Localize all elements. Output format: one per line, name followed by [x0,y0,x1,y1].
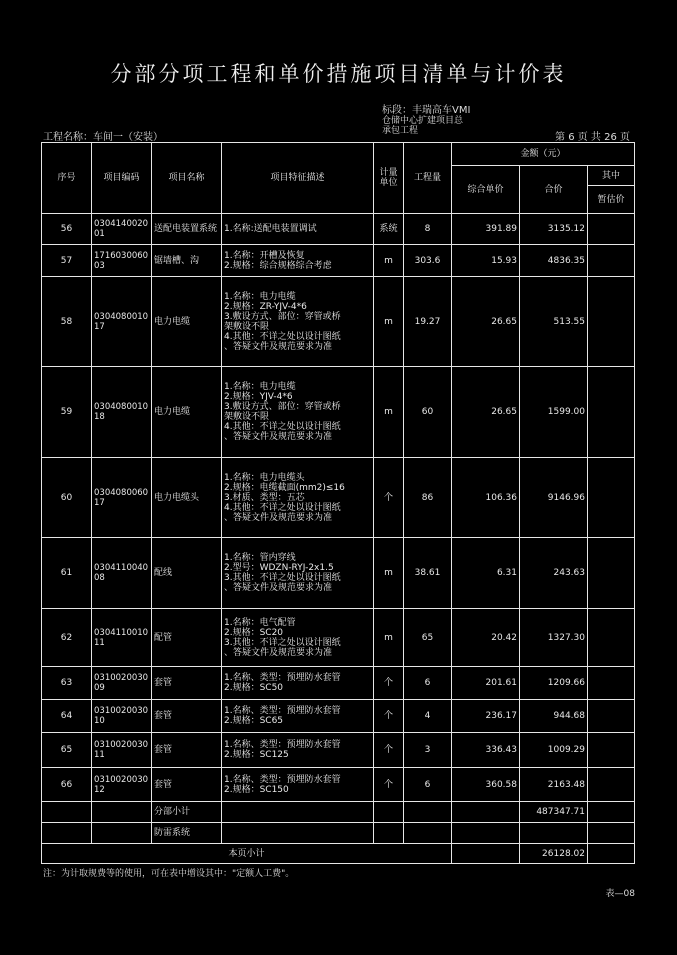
subtotal-row [42,802,635,823]
feature-line: 4.其他：不详之处以设计图纸 [224,422,341,432]
cell-total: 1209.66 [520,667,588,700]
feature-line: 3.敷设方式、部位：穿管或桥 [224,311,341,322]
header-qty: 工程量 [404,143,452,214]
cell-name: 电力电缆 [152,367,222,458]
cell-unit-price: 106.36 [452,458,520,538]
table-row [42,538,635,609]
pricing-table [41,142,635,864]
header-provisional: 暂估价 [588,186,635,214]
cell-code: 171603006003 [92,245,152,277]
feature-line: 1.名称：电力电缆头 [224,472,305,483]
cell-unit: m [374,277,404,367]
cell-features [222,245,374,277]
table-row [42,733,635,768]
cell-unit-price: 236.17 [452,700,520,733]
feature-line: 、答疑文件及规范要求为准 [224,583,333,593]
feature-line: 2.规格：YJV-4*6 [224,392,293,402]
cell-qty: 6 [404,768,452,802]
cell-code: 031002003009 [92,667,152,700]
cell-total: 9146.96 [520,458,588,538]
cell-features [222,609,374,667]
cell-features [222,458,374,538]
lightning-label: 防雷系统 [152,823,222,844]
cell-provisional [588,700,635,733]
table-row [42,458,635,538]
cell-name: 锯墙槽、沟 [152,245,222,277]
cell-unit-price: 360.58 [452,768,520,802]
cell-seq: 65 [42,733,92,768]
cell-seq: 64 [42,700,92,733]
header-unit-price: 综合单价 [452,166,520,214]
feature-line: 架敷设不限 [224,321,270,332]
cell-features [222,768,374,802]
cell-unit: 个 [374,768,404,802]
cell-qty: 86 [404,458,452,538]
table-row [42,667,635,700]
cell-unit: 个 [374,700,404,733]
cell-seq: 58 [42,277,92,367]
page-info: 第 6 页 共 26 页 [555,132,630,143]
feature-line: 1.名称、类型：预埋防水套管 [224,740,341,750]
cell-features [222,733,374,768]
cell-unit: 个 [374,733,404,768]
project-line: 仓储中心扩建项目总 [382,116,464,126]
cell-seq: 57 [42,245,92,277]
cell-name: 送配电装置系统 [152,214,222,245]
table-row [42,609,635,667]
feature-line: 4.其他：不详之处以设计图纸 [224,502,341,513]
project-line: 标段：丰瑞高车VMI [382,105,471,116]
cell-code: 031002003010 [92,700,152,733]
header-unit: 计量单位 [374,143,404,214]
table-row [42,768,635,802]
feature-line: 3.材质、类型：五芯 [224,492,305,503]
cell-code: 030408006017 [92,458,152,538]
cell-features [222,277,374,367]
cell-name: 套管 [152,667,222,700]
cell-unit: 个 [374,458,404,538]
cell-seq: 63 [42,667,92,700]
feature-line: 1.名称、类型：预埋防水套管 [224,673,341,683]
cell-total: 3135.12 [520,214,588,245]
cell-unit-price: 26.65 [452,367,520,458]
footnote: 注：为计取规费等的使用，可在表中增设其中："定额人工费"。 [43,869,295,879]
cell-qty: 4 [404,700,452,733]
feature-line: 1.名称：电力电缆 [224,382,296,392]
subtotal-value: 487347.71 [520,802,588,823]
feature-line: 2.规格：SC65 [224,716,284,726]
cell-total: 2163.48 [520,768,588,802]
cell-code: 031002003011 [92,733,152,768]
feature-line: 、答疑文件及规范要求为准 [224,647,333,658]
feature-line: 2.规格：SC20 [224,627,284,638]
feature-line: 1.名称、类型：预埋防水套管 [224,706,341,716]
header-features: 项目特征描述 [222,143,374,214]
feature-line: 2.型号：WDZN-RYJ-2x1.5 [224,563,334,573]
cell-unit-price: 336.43 [452,733,520,768]
cell-unit-price: 201.61 [452,667,520,700]
cell-qty: 3 [404,733,452,768]
page-total-label: 本页小计 [42,844,452,864]
cell-name: 电力电缆 [152,277,222,367]
cell-total: 243.63 [520,538,588,609]
page-total-value: 26128.02 [520,844,588,864]
cell-qty: 303.6 [404,245,452,277]
cell-provisional [588,609,635,667]
subtotal-label: 分部小计 [152,802,222,823]
cell-qty: 19.27 [404,277,452,367]
feature-line: 1.名称：开槽及恢复 [224,250,305,261]
cell-seq: 61 [42,538,92,609]
feature-line: 、答疑文件及规范要求为准 [224,432,333,442]
cell-code: 031002003012 [92,768,152,802]
cell-qty: 38.61 [404,538,452,609]
feature-line: 、答疑文件及规范要求为准 [224,512,333,523]
page-code: 表—08 [605,889,635,899]
header-total: 合价 [520,166,588,214]
cell-provisional [588,245,635,277]
cell-seq: 59 [42,367,92,458]
feature-line: 1.名称、类型：预埋防水套管 [224,774,341,785]
cell-total: 944.68 [520,700,588,733]
feature-line: 1.名称:送配电装置调试 [224,224,317,234]
cell-code: 030408001018 [92,367,152,458]
feature-line: 3.其他：不详之处以设计图纸 [224,637,341,648]
cell-provisional [588,733,635,768]
cell-unit: 系统 [374,214,404,245]
page-total-row [42,844,635,864]
header-of-which: 其中 [588,166,635,186]
engineering-name: 工程名称：车间一（安装） [43,132,163,143]
table-row [42,277,635,367]
table-row [42,700,635,733]
cell-seq: 56 [42,214,92,245]
cell-total: 1599.00 [520,367,588,458]
feature-line: 4.其他：不详之处以设计图纸 [224,331,341,342]
cell-seq: 60 [42,458,92,538]
table-row [42,367,635,458]
cell-provisional [588,277,635,367]
cell-name: 配线 [152,538,222,609]
cell-provisional [588,768,635,802]
cell-code: 030411001011 [92,609,152,667]
feature-line: 2.规格：电缆截面(mm2)≤16 [224,482,345,493]
cell-name: 套管 [152,733,222,768]
header-name: 项目名称 [152,143,222,214]
cell-provisional [588,458,635,538]
cell-provisional [588,667,635,700]
feature-line: 1.名称：电力电缆 [224,291,296,302]
cell-unit-price: 20.42 [452,609,520,667]
feature-line: 2.规格：综合规格综合考虑 [224,260,332,271]
feature-line: 2.规格：SC150 [224,784,289,795]
lightning-row [42,823,635,844]
cell-unit-price: 6.31 [452,538,520,609]
cell-seq: 62 [42,609,92,667]
cell-features [222,700,374,733]
feature-line: 2.规格：ZR-YJV-4*6 [224,301,307,312]
cell-features [222,367,374,458]
cell-name: 套管 [152,768,222,802]
feature-line: 1.名称：管内穿线 [224,553,296,563]
cell-code: 030411004008 [92,538,152,609]
table-row [42,245,635,277]
cell-name: 电力电缆头 [152,458,222,538]
project-info [382,106,470,136]
cell-qty: 6 [404,667,452,700]
cell-features [222,214,374,245]
table-row [42,214,635,245]
feature-line: 3.敷设方式、部位：穿管或桥 [224,402,341,412]
header-seq: 序号 [42,143,92,214]
feature-line: 2.规格：SC50 [224,683,284,693]
cell-unit: m [374,367,404,458]
cell-provisional [588,367,635,458]
cell-features [222,667,374,700]
cell-provisional [588,538,635,609]
cell-qty: 65 [404,609,452,667]
page-title: 分部分项工程和单价措施项目清单与计价表 [110,62,567,86]
cell-code: 030414002001 [92,214,152,245]
feature-line: 、答疑文件及规范要求为准 [224,341,333,352]
cell-provisional [588,214,635,245]
cell-unit: 个 [374,667,404,700]
cell-total: 1009.29 [520,733,588,768]
cell-unit: m [374,609,404,667]
cell-total: 1327.30 [520,609,588,667]
cell-unit: m [374,245,404,277]
cell-seq: 66 [42,768,92,802]
project-line: 承包工程 [382,126,419,136]
cell-qty: 8 [404,214,452,245]
cell-unit-price: 15.93 [452,245,520,277]
cell-features [222,538,374,609]
cell-unit-price: 26.65 [452,277,520,367]
cell-name: 套管 [152,700,222,733]
feature-line: 架敷设不限 [224,412,270,422]
cell-qty: 60 [404,367,452,458]
feature-line: 3.其他：不详之处以设计图纸 [224,573,341,583]
cell-total: 513.55 [520,277,588,367]
cell-unit: m [374,538,404,609]
header-code: 项目编码 [92,143,152,214]
header-amount: 金额（元） [452,143,635,166]
feature-line: 1.名称：电气配管 [224,617,296,628]
feature-line: 2.规格：SC125 [224,750,289,760]
cell-code: 030408001017 [92,277,152,367]
cell-unit-price: 391.89 [452,214,520,245]
cell-total: 4836.35 [520,245,588,277]
cell-name: 配管 [152,609,222,667]
